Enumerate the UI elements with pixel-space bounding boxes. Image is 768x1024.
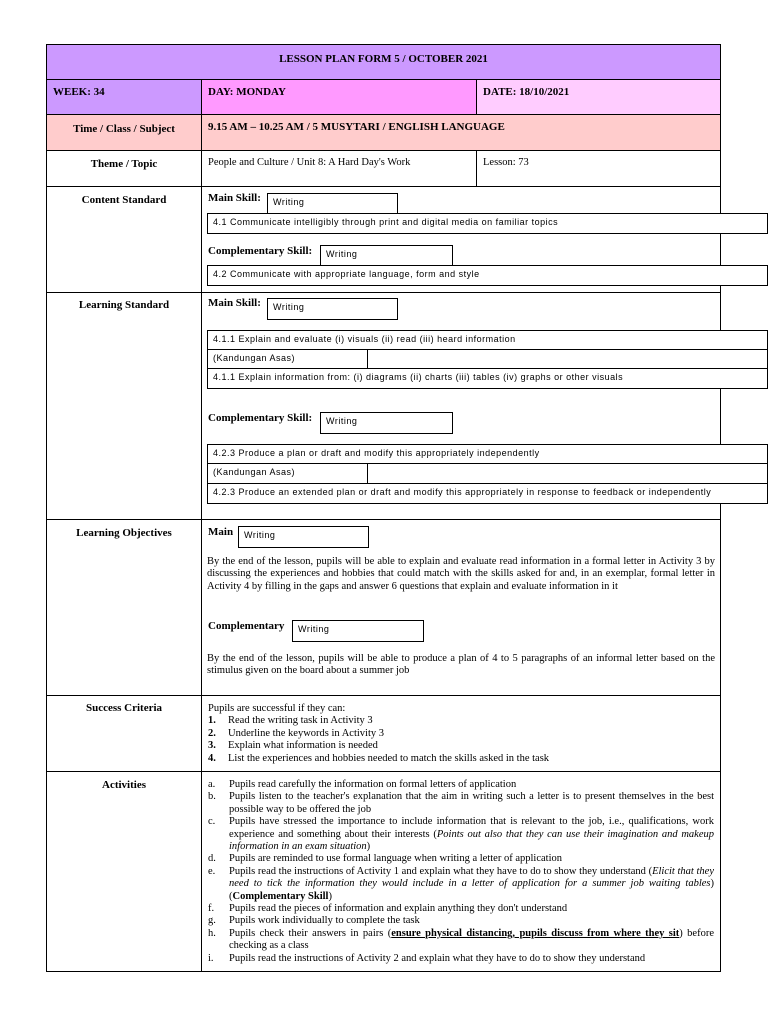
lo-comp-text: By the end of the lesson, pupils will be able to produce a plan of 4 to 5 paragraphs of an informal letter based on the stimulus given on the board about a summer job — [207, 653, 715, 677]
time-label: Time / Class / Subject — [73, 123, 175, 135]
success-label-cell — [46, 695, 202, 772]
day-text: DAY: MONDAY — [208, 86, 286, 98]
ls-comp-skill-box: Writing — [320, 412, 453, 434]
ls-comp-line2-spacer — [367, 463, 768, 484]
content-standard-label: Content Standard — [81, 194, 167, 206]
form-title — [46, 44, 721, 80]
lo-main-text: By the end of the lesson, pupils will be able to explain and evaluate read information in a formal letter in Activity 3 by discussing the experiences and hobbies that could match with the skills asked for and, in an exemplar, formal letter in Activity 4 by filling in the gaps and answer 6 questions that explain and evaluate information in it — [207, 556, 715, 592]
week-text: WEEK: 34 — [53, 86, 105, 98]
week-cell — [46, 79, 202, 115]
cs-comp-skill-box: Writing — [320, 245, 453, 266]
lo-main-skill-box: Writing — [238, 526, 369, 548]
learning-standard-label-cell — [46, 292, 202, 520]
activity-item-g: g. Pupils work individually to complete the task — [208, 915, 420, 927]
theme-label-cell — [46, 150, 202, 187]
theme-label: Theme / Topic — [90, 158, 158, 170]
time-label-cell — [46, 114, 202, 151]
time-value: 9.15 AM – 10.25 AM / 5 MUSYTARI / ENGLISH LANGUAGE — [208, 121, 505, 133]
form-title-text: LESSON PLAN FORM 5 / OCTOBER 2021 — [279, 53, 488, 65]
cs-main-label: Main Skill: — [208, 192, 261, 204]
objectives-label-cell — [46, 519, 202, 696]
lo-comp-skill-box: Writing — [292, 620, 424, 642]
date-cell — [476, 79, 721, 115]
success-item: 1. Read the writing task in Activity 3 — [208, 715, 373, 727]
ls-comp-line3: 4.2.3 Produce an extended plan or draft and modify this appropriately in response to feedback or independently — [207, 483, 768, 504]
time-value-cell — [201, 114, 721, 151]
ls-comp-label: Complementary Skill: — [208, 412, 313, 424]
learning-standard-label: Learning Standard — [78, 299, 170, 311]
lesson-number: Lesson: 73 — [483, 157, 529, 168]
cs-main-skill-box: Writing — [267, 193, 398, 214]
day-cell — [201, 79, 477, 115]
activity-item-i: i. Pupils read the instructions of Activity 2 and explain what they have to do to show they understand — [208, 952, 646, 964]
activity-item-d: d. Pupils are reminded to use formal language when writing a letter of application — [208, 853, 562, 865]
success-label: Success Criteria — [85, 702, 163, 714]
ls-main-line2: (Kandungan Asas) — [207, 349, 368, 369]
success-list — [208, 715, 720, 765]
lo-main-label: Main — [208, 526, 234, 538]
activity-item-h: h. Pupils check their answers in pairs (ensure physical distancing, pupils discuss from where they sit) before checking as a class — [208, 927, 714, 952]
activity-item-a: a. Pupils read carefully the information on formal letters of application — [208, 779, 517, 790]
ls-comp-line2: (Kandungan Asas) — [207, 463, 368, 484]
ls-main-line1: 4.1.1 Explain and evaluate (i) visuals (ii) read (iii) heard information — [207, 330, 768, 350]
theme-value: People and Culture / Unit 8: A Hard Day's Work — [208, 157, 411, 168]
activity-item-f: f. Pupils read the pieces of information and explain anything they don't understand — [208, 903, 568, 915]
success-cell — [201, 695, 721, 772]
cs-comp-desc-box: 4.2 Communicate with appropriate language, form and style — [207, 265, 768, 286]
ls-comp-line1: 4.2.3 Produce a plan or draft and modify this appropriately independently — [207, 444, 768, 464]
cs-main-desc-box: 4.1 Communicate intelligibly through print and digital media on familiar topics — [207, 213, 768, 234]
content-standard-label-cell — [46, 186, 202, 293]
success-intro: Pupils are successful if they can: — [208, 703, 346, 714]
date-text: DATE: 18/10/2021 — [483, 86, 570, 98]
activities-list — [208, 779, 714, 965]
success-item: 3. Explain what information is needed — [208, 740, 378, 752]
lo-comp-label: Complementary — [208, 620, 285, 632]
ls-main-line2-spacer — [367, 349, 768, 369]
objectives-label: Learning Objectives — [76, 527, 172, 539]
cs-comp-label: Complementary Skill: — [208, 245, 313, 257]
ls-main-skill-box: Writing — [267, 298, 398, 320]
activity-item-e: e. Pupils read the instructions of Activity 1 and explain what they have to do to show they understand (Elicit that they need to tick the information they would include in a letter of application for a summer job waiting tables) (Complementary Skill) — [208, 865, 714, 902]
activity-item-c: c. Pupils have stressed the importance to include information that is relevant to the job, i.e., qualifications, work experience and something about their interests (Points out also that they can use their imagination and makeup information in an exam situation) — [208, 816, 714, 853]
activities-cell — [201, 771, 721, 972]
success-item: 4. List the experiences and hobbies needed to match the skills asked in the task — [208, 752, 550, 764]
lesson-cell — [476, 150, 721, 187]
activities-label: Activities — [102, 779, 146, 791]
ls-main-line3: 4.1.1 Explain information from: (i) diagrams (ii) charts (iii) tables (iv) graphs or other visuals — [207, 368, 768, 389]
theme-value-cell — [201, 150, 477, 187]
activity-item-b: b. Pupils listen to the teacher's explanation that the aim in writing such a letter is to present themselves in the best possible way to be offered the job — [208, 791, 714, 815]
activities-label-cell — [46, 771, 202, 972]
ls-main-label: Main Skill: — [208, 297, 261, 309]
success-item: 2. Underline the keywords in Activity 3 — [208, 727, 385, 739]
